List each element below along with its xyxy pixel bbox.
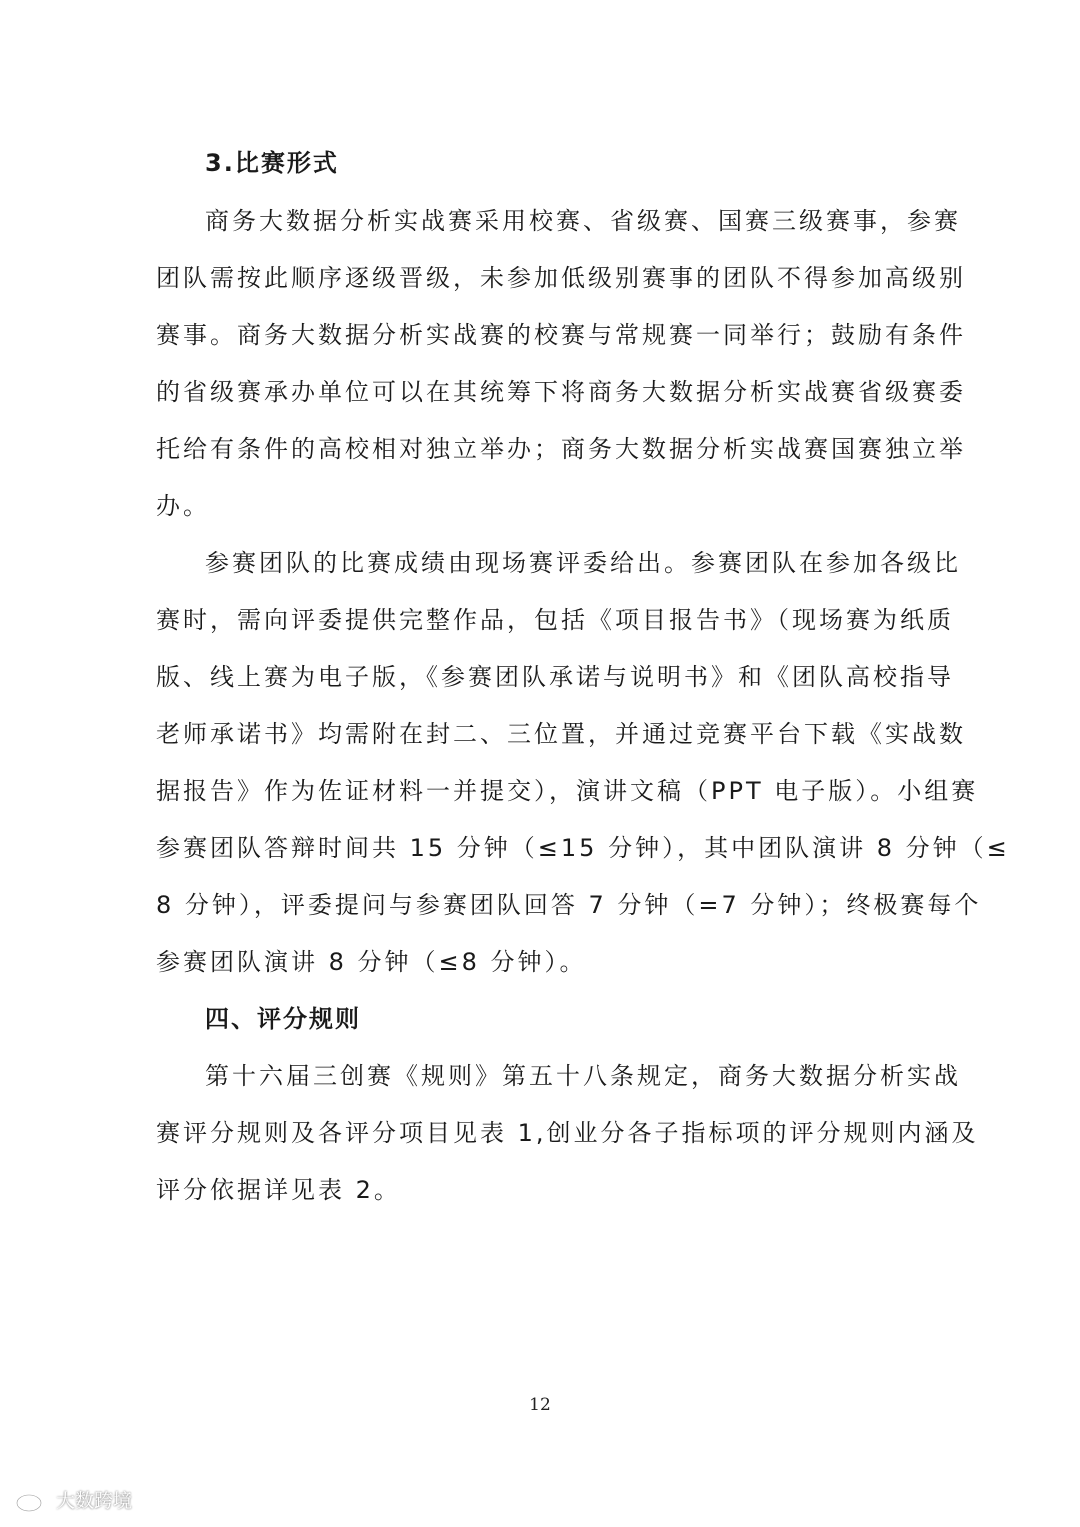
paragraph-line: 版、线上赛为电子版，《参赛团队承诺与说明书》和《团队高校指导 <box>156 663 954 691</box>
paragraph-line: 办。 <box>156 492 210 520</box>
watermark <box>14 1486 132 1513</box>
paragraph-line: 参赛团队答辩时间共 15 分钟（≤15 分钟），其中团队演讲 8 分钟（≤ <box>156 834 1010 862</box>
weibo-logo-icon <box>14 1487 50 1513</box>
paragraph-line: 评分依据详见表 2。 <box>156 1176 401 1204</box>
paragraph-line: 赛事。商务大数据分析实战赛的校赛与常规赛一同举行；鼓励有条件 <box>156 321 966 349</box>
section-heading-scoring-rules: 四、评分规则 <box>205 1005 361 1033</box>
paragraph-line: 参赛团队演讲 8 分钟（≤8 分钟）。 <box>156 948 587 976</box>
paragraph-line: 商务大数据分析实战赛采用校赛、省级赛、国赛三级赛事，参赛 <box>205 207 961 235</box>
paragraph-line: 第十六届三创赛《规则》第五十八条规定，商务大数据分析实战 <box>205 1062 961 1090</box>
paragraph-line: 的省级赛承办单位可以在其统筹下将商务大数据分析实战赛省级赛委 <box>156 378 966 406</box>
paragraph-line: 赛时，需向评委提供完整作品，包括《项目报告书》（现场赛为纸质 <box>156 606 954 634</box>
paragraph-line: 老师承诺书》均需附在封二、三位置，并通过竞赛平台下载《实战数 <box>156 720 966 748</box>
paragraph-line: 参赛团队的比赛成绩由现场赛评委给出。参赛团队在参加各级比 <box>205 549 961 577</box>
paragraph-line: 团队需按此顺序逐级晋级，未参加低级别赛事的团队不得参加高级别 <box>156 264 966 292</box>
watermark-text: 大数跨境 <box>56 1490 133 1512</box>
paragraph-line: 赛评分规则及各评分项目见表 1,创业分各子指标项的评分规则内涵及 <box>156 1119 979 1147</box>
page-number: 12 <box>529 1395 551 1415</box>
paragraph-line: 据报告》作为佐证材料一并提交），演讲文稿（PPT 电子版）。小组赛 <box>156 777 979 805</box>
section-heading-competition-format: 3.比赛形式 <box>205 149 339 177</box>
paragraph-line: 托给有条件的高校相对独立举办；商务大数据分析实战赛国赛独立举 <box>156 435 966 463</box>
paragraph-line: 8 分钟），评委提问与参赛团队回答 7 分钟（=7 分钟）；终极赛每个 <box>156 891 982 919</box>
